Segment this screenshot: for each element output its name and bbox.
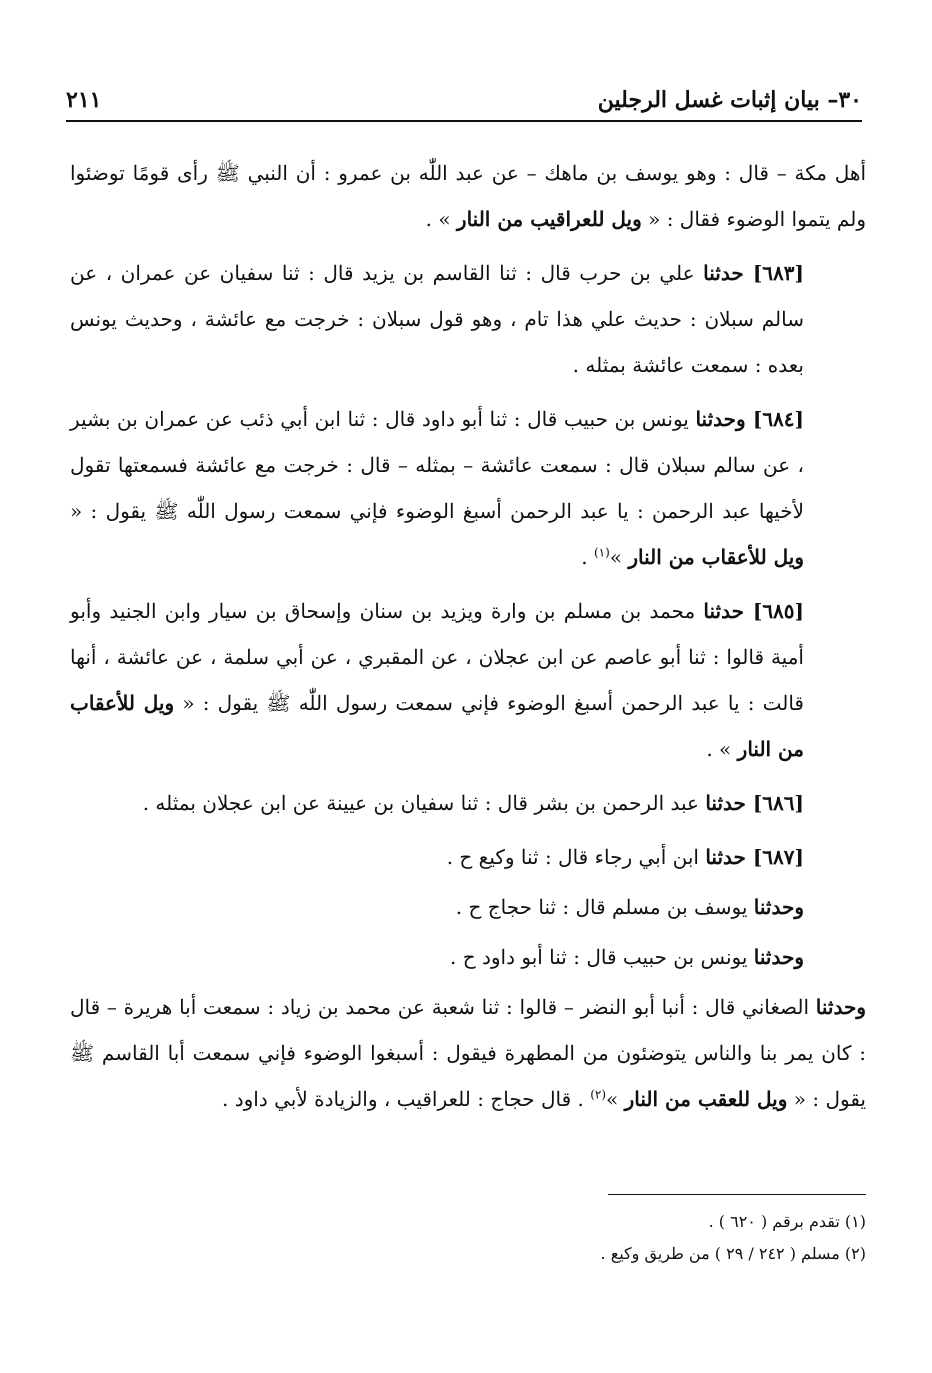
text-run: » . bbox=[425, 207, 457, 231]
text-run: » bbox=[609, 545, 629, 569]
text-run: » bbox=[606, 1087, 625, 1111]
bold-text: [٦٨٣] حدثنا bbox=[703, 261, 804, 285]
bold-text: [٦٨٤] وحدثنا bbox=[695, 407, 805, 431]
chapter-title: ٣٠– بيان إثبات غسل الرجلين bbox=[597, 87, 862, 113]
final-paragraph bbox=[70, 984, 866, 1122]
hadith-paragraph bbox=[70, 396, 866, 580]
page-header bbox=[66, 80, 862, 122]
text-run: يونس بن حبيب قال : ثنا أبو داود ح . bbox=[450, 945, 754, 969]
text-run: عبد الرحمن بن بشر قال : ثنا سفيان بن عيينة عن ابن عجلان بمثله . bbox=[142, 791, 706, 815]
chain-line bbox=[70, 834, 866, 880]
hadith-paragraph bbox=[70, 250, 866, 388]
footnote-marker: (٢) bbox=[590, 1087, 607, 1102]
bold-text: ويل للأعقاب من النار bbox=[70, 691, 804, 761]
hadith-paragraph bbox=[70, 588, 866, 772]
text-run: محمد بن مسلم بن وارة ويزيد بن سنان وإسحاق بن سيار وابن الجنيد وأبو أمية قالوا : ثنا أبو عاصم عن ابن عجلان ، عن المقبري ، عن أبي سلمة ، عن عائشة ، أنها قالت : يا عبد الرحمن أسبغ الوضوء فإني سمعت رسول اللّٰه ﷺ يقول : « bbox=[70, 599, 804, 715]
text-run: . قال حجاج : للعراقيب ، والزيادة لأبي داود . bbox=[222, 1087, 591, 1111]
bold-text: [٦٨٧] حدثنا bbox=[705, 845, 804, 869]
text-run: أهل مكة – قال : وهو يوسف بن ماهك – عن عبد اللّٰه بن عمرو : أن النبي ﷺ رأى قومًا توضئوا ولم يتموا الوضوء فقال : « bbox=[70, 161, 867, 231]
chain-line bbox=[70, 934, 866, 980]
bold-text: ويل للأعقاب من النار bbox=[628, 545, 804, 569]
bold-text: ويل للعراقيب من النار bbox=[456, 207, 642, 231]
text-run: . bbox=[581, 545, 594, 569]
main-text bbox=[70, 150, 866, 1130]
chain-line bbox=[70, 884, 866, 930]
hadith-paragraph bbox=[70, 780, 866, 826]
text-paragraph bbox=[70, 150, 866, 242]
text-run: علي بن حرب قال : ثنا القاسم بن يزيد قال : ثنا سفيان عن عمران ، عن سالم سبلان : حديث علي هذا تام ، وهو قول سبلان : خرجت مع عائشة ، وحديث يونس بعده : سمعت عائشة بمثله . bbox=[70, 261, 804, 377]
page-number: ٢١١ bbox=[66, 87, 102, 113]
footnote-divider bbox=[608, 1194, 866, 1195]
bold-text: [٦٨٦] حدثنا bbox=[705, 791, 804, 815]
footnote: (٢) مسلم ( ٢٤٢ / ٢٩ ) من طريق وكيع . bbox=[600, 1244, 866, 1263]
text-run: ابن أبي رجاء قال : ثنا وكيع ح . bbox=[446, 845, 706, 869]
bold-text: وحدثنا bbox=[753, 895, 804, 919]
footnote-marker: (١) bbox=[593, 545, 610, 560]
bold-text: ويل للعقب من النار bbox=[624, 1087, 788, 1111]
text-run: الصغاني قال : أنبا أبو النضر – قالوا : ثنا شعبة عن محمد بن زياد : سمعت أبا هريرة – قال : كان يمر بنا والناس يتوضئون من المطهرة فيقول : أسبغوا الوضوء فإني سمعت أبا القاسم ﷺ يقول : « bbox=[70, 995, 866, 1111]
bold-text: وحدثنا bbox=[753, 945, 804, 969]
text-run: » . bbox=[706, 737, 738, 761]
text-run: يونس بن حبيب قال : ثنا أبو داود قال : ثنا ابن أبي ذئب عن عمران بن بشير ، عن سالم سبلان قال : سمعت عائشة – بمثله – قال : خرجت مع عائشة فسمعتها تقول لأخيها عبد الرحمن : يا عبد الرحمن أسبغ الوضوء فإني سمعت رسول اللّٰه ﷺ يقول : « bbox=[70, 407, 804, 523]
footnotes bbox=[70, 1206, 866, 1270]
bold-text: وحدثنا bbox=[815, 995, 866, 1019]
footnote: (١) تقدم برقم ( ٦٢٠ ) . bbox=[708, 1212, 866, 1231]
text-run: يوسف بن مسلم قال : ثنا حجاج ح . bbox=[455, 895, 754, 919]
bold-text: [٦٨٥] حدثنا bbox=[703, 599, 805, 623]
